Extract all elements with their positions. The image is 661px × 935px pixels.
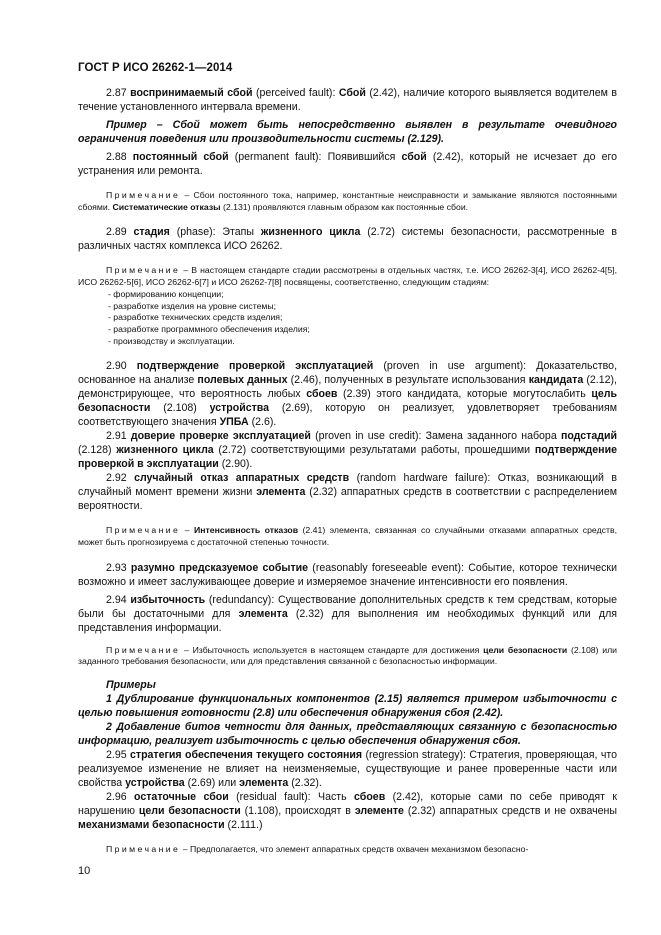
- entry-term: воспринимаемый сбой: [130, 87, 253, 99]
- list-item: - разработке изделия на уровне системы;: [108, 300, 277, 311]
- entry-2-96: [78, 790, 617, 832]
- term-reference: Сбой: [338, 87, 366, 99]
- term-reference: кандидата: [528, 374, 584, 387]
- term-reference: сбой: [401, 151, 427, 163]
- entry-2-89: [78, 225, 617, 253]
- entry-2-88-note: [78, 190, 617, 213]
- page-header: ГОСТ Р ИСО 26262-1—2014: [78, 62, 233, 74]
- page-number: 10: [78, 865, 91, 877]
- term-reference: элемента: [238, 607, 288, 620]
- entry-text: (proven in use argument): Доказательство, основанное на анализе: [78, 360, 618, 387]
- entry-number: 2.95: [106, 749, 127, 762]
- entry-term: избыточность: [130, 593, 206, 606]
- entry-text: (2.32) аппаратных средств в соответствии с распределением вероятности.: [78, 486, 618, 513]
- term-reference: элементе: [354, 805, 404, 818]
- entry-term: стадия: [133, 226, 170, 239]
- entry-text: (2.42), которые сами по себе приводят к нарушению: [78, 791, 618, 818]
- entry-text: (2.72) системы безопасности, рассмотренные в различных частях комплекса ИСО 26262.: [78, 226, 617, 253]
- phase-list: [78, 289, 617, 348]
- entry-text: (2.111.): [224, 819, 263, 832]
- term-reference: подстадий: [560, 430, 617, 443]
- entry-text: (2.42), наличие которого выявляется водителем в течение установленного интервала времени.: [78, 87, 617, 113]
- term-reference: полевых данных: [197, 374, 288, 387]
- entry-text: (2.90).: [218, 458, 253, 471]
- note-text: (2.108) или заданного требования безопасности, или для представления связанной с безопасностью информации.: [78, 644, 617, 667]
- entry-2-93: [78, 561, 617, 589]
- entry-term: доверие проверке эксплуатацией: [130, 430, 311, 443]
- entry-2-91: [78, 429, 617, 471]
- term-reference: цели безопасности: [138, 805, 241, 818]
- entry-number: 2.88: [106, 151, 127, 163]
- note-label: Примечание: [106, 265, 181, 276]
- entry-text: (2.32) аппаратных средств и не охвачены: [403, 805, 617, 818]
- note-label: Примечание: [106, 190, 181, 200]
- entry-number: 2.90: [106, 360, 127, 373]
- entry-text: (2.32).: [288, 777, 322, 790]
- entry-term: постоянный сбой: [132, 151, 229, 163]
- entry-number: 2.92: [106, 472, 127, 485]
- term-reference: элемента: [239, 777, 289, 790]
- entry-2-94: [78, 593, 617, 635]
- examples-title: Примеры: [106, 679, 156, 692]
- document-body: [78, 86, 617, 856]
- note-text: – Избыточность используется в настоящем стандарте для достижения: [180, 644, 484, 655]
- entry-number: 2.93: [106, 561, 127, 574]
- entry-text: (2.39) этого кандидата, которые могутослабить: [337, 388, 592, 401]
- term-reference: Интенсивность отказов: [194, 525, 299, 536]
- list-item: - формированию концепции;: [108, 288, 224, 299]
- entry-text: (2.42), который не исчезает до его устранения или ремонта.: [78, 151, 617, 177]
- note-text: –: [180, 525, 195, 536]
- entry-2-87: [78, 86, 617, 114]
- entry-text: (random hardware failure): Отказ, возникающий в случайный момент времени жизни: [78, 472, 617, 499]
- term-reference: устройства: [209, 402, 270, 415]
- term-reference: устройства: [125, 777, 185, 790]
- entry-text: (residual fault): Часть: [228, 791, 355, 804]
- example-2: 2 Добавление битов четности для данных, представляющих связанную с безопасностью информацию, реализует избыточность с целью обеспечения обнаружения сбоя.: [78, 721, 617, 748]
- note-text: (2.41) элемента, связанная со случайными отказами аппаратных средств, может быть прогнозируема с достаточной степенью точности.: [78, 525, 617, 548]
- term-reference: сбоев: [306, 388, 338, 401]
- entry-text: (1.108), происходят в: [240, 805, 355, 818]
- entry-2-95: [78, 748, 617, 790]
- entry-text: (2.108): [150, 402, 210, 415]
- note-text: – Предполагается, что элемент аппаратных средств охвачен механизмом безопасно-: [180, 844, 529, 855]
- entry-term: разумно предсказуемое событие: [130, 561, 309, 574]
- entry-2-90: [78, 359, 617, 429]
- entry-number: 2.91: [106, 430, 127, 443]
- term-reference: механизмами безопасности: [78, 819, 225, 832]
- entry-text: (2.72) соответствующими результатами работы, прошедшими: [213, 444, 535, 457]
- entry-text: (2.69), которую он реализует, удовлетворяет требованиям соответствующего значения: [78, 402, 617, 429]
- note-text: – Сбои постоянного тока, например, константные неисправности и замыкание являются постоянными сбоями.: [78, 190, 617, 212]
- entry-2-92-note: [78, 525, 617, 548]
- term-reference: жизненного цикла: [260, 226, 361, 239]
- list-item: - производству и эксплуатации.: [108, 335, 235, 346]
- term-reference: сбоев: [354, 791, 386, 804]
- entry-term: остаточные сбои: [134, 791, 229, 804]
- note-text: – В настоящем стандарте стадии рассмотрены в отдельных частях, т.е. ИСО 26262-3[4], ИСО 26262-4[5], ИСО 26262-5[6], ИСО 26262-6[7] и ИСО 26262-7[8] посвящены, соответственно, следующим стадиям:: [78, 265, 617, 288]
- note-text: (2.131) проявляются главным образом как постоянные сбои.: [220, 201, 469, 212]
- note-label: Примечание: [106, 844, 181, 855]
- entry-text: (proven in use credit): Замена заданного набора: [310, 430, 561, 443]
- entry-text: (reasonably foreseeable event): Событие, которое технически возможно и имеет заслуживающее доверие и измеряемое значение интенсивности его появления.: [78, 561, 617, 588]
- example-1: 1 Дублирование функциональных компонентов (2.15) является примером избыточности с целью повышения готовности (2.8) или обеспечения обнаружения сбоя (2.42).: [78, 693, 617, 720]
- term-reference: цель безопасности: [78, 388, 617, 415]
- entry-term: случайный отказ аппаратных средств: [134, 472, 350, 485]
- entry-2-87-example: Пример – Сбой может быть непосредственно выявлен в результате очевидного ограничения поведения или производительности системы (2.129).: [78, 119, 617, 145]
- entry-text: (2.128): [78, 444, 117, 457]
- entry-text: (phase): Этапы: [169, 226, 261, 239]
- term-reference: УПБА: [219, 416, 249, 429]
- entry-number: 2.96: [106, 791, 127, 804]
- entry-term: стратегия обеспечения текущего состояния: [129, 749, 363, 762]
- note-label: Примечание: [106, 525, 181, 536]
- note-label: Примечание: [106, 644, 181, 655]
- term-reference: Систематические отказы: [112, 201, 221, 212]
- entry-text: (redundancy): Существование дополнительных средств к тем средствам, которые были бы достаточными для: [78, 593, 617, 620]
- entry-2-94-note: [78, 645, 617, 668]
- entry-number: 2.89: [106, 226, 127, 239]
- entry-text: (2.32) для выполнения им необходимых функций или для представления информации.: [78, 607, 617, 634]
- term-reference: подтверждение проверкой в эксплуатации: [78, 444, 617, 471]
- entry-text: (perceived fault):: [252, 87, 339, 99]
- entry-text: (permanent fault): Появившийся: [228, 151, 402, 163]
- entry-text: (2.6).: [248, 416, 277, 429]
- entry-text: (2.46), полученных в результате использования: [287, 374, 529, 387]
- term-reference: жизненного цикла: [116, 444, 214, 457]
- entry-2-89-note: [78, 265, 617, 288]
- entry-term: подтверждение проверкой эксплуатацией: [136, 360, 374, 373]
- list-item: - разработке технических средств изделия;: [108, 312, 283, 323]
- entry-number: 2.94: [106, 593, 127, 606]
- entry-number: 2.87: [106, 87, 127, 99]
- entry-2-96-note: [78, 844, 617, 856]
- entry-2-92: [78, 471, 617, 513]
- entry-text: (2.12), демонстрирующее, что вероятность любых: [78, 374, 617, 401]
- term-reference: цели безопасности: [483, 644, 568, 655]
- term-reference: элемента: [256, 486, 306, 499]
- entry-text: (2.69) или: [184, 777, 240, 790]
- entry-text: (regression strategy): Стратегия, проверяющая, что реализуемое изменение не влияет на неизменяемые, существующие и ранее проверенные части или свойства: [78, 749, 617, 790]
- entry-2-88: [78, 150, 617, 178]
- list-item: - разработке программного обеспечения изделия;: [108, 323, 310, 334]
